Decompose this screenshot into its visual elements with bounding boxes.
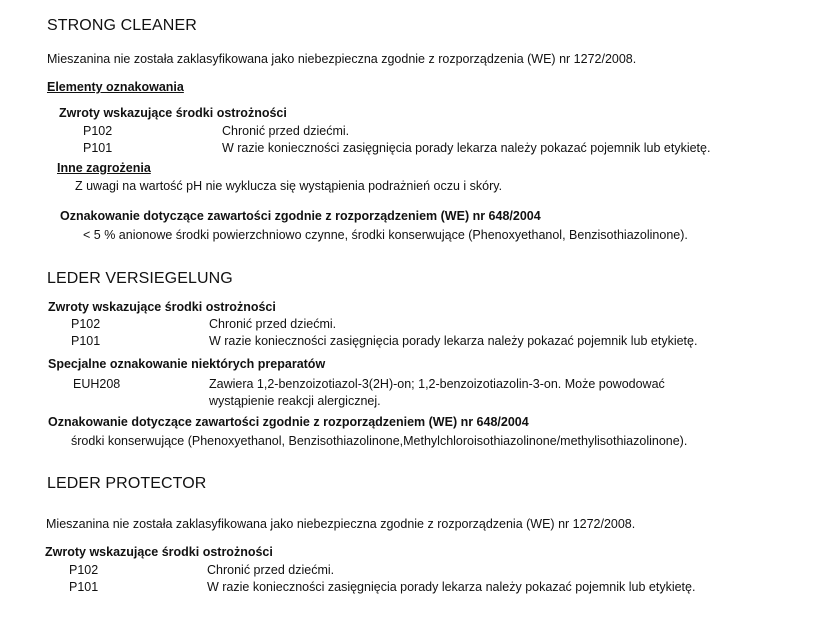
precaution-heading: Zwroty wskazujące środki ostrożności: [48, 300, 276, 314]
precaution-text: W razie konieczności zasięgnięcia porady lekarza należy pokazać pojemnik lub etykietę.: [222, 141, 711, 155]
precaution-text: W razie konieczności zasięgnięcia porady lekarza należy pokazać pojemnik lub etykietę.: [209, 334, 698, 348]
section-title-leder-versiegelung: LEDER VERSIEGELUNG: [47, 270, 233, 287]
precaution-code: P102: [83, 124, 113, 138]
classification-statement: Mieszanina nie została zaklasyfikowana jako niebezpieczna zgodnie z rozporządzenia (WE) nr 1272/2008.: [46, 517, 636, 531]
special-labelling-heading: Specjalne oznakowanie niektórych preparatów: [48, 357, 326, 371]
precaution-text: Chronić przed dziećmi.: [222, 124, 350, 138]
section-title-leder-protector: LEDER PROTECTOR: [47, 475, 207, 492]
classification-statement: Mieszanina nie została zaklasyfikowana jako niebezpieczna zgodnie z rozporządzenia (WE) nr 1272/2008.: [47, 52, 637, 66]
special-labelling-text-continued: wystąpienie reakcji alergicznej.: [209, 394, 381, 408]
contents-labelling-text: < 5 % anionowe środki powierzchniowo czynne, środki konserwujące (Phenoxyethanol, Benzisothiazolinone).: [83, 228, 688, 242]
precaution-heading: Zwroty wskazujące środki ostrożności: [45, 545, 273, 559]
precaution-text: W razie konieczności zasięgnięcia porady lekarza należy pokazać pojemnik lub etykietę.: [207, 580, 696, 594]
special-labelling-code: EUH208: [73, 377, 121, 391]
precaution-code: P101: [71, 334, 101, 348]
precaution-text: Chronić przed dziećmi.: [209, 317, 337, 331]
section-title-strong-cleaner: STRONG CLEANER: [47, 17, 197, 34]
precaution-code: P102: [71, 317, 101, 331]
precaution-code: P101: [69, 580, 99, 594]
contents-labelling-heading: Oznakowanie dotyczące zawartości zgodnie z rozporządzeniem (WE) nr 648/2004: [60, 209, 541, 223]
contents-labelling-text: środki konserwujące (Phenoxyethanol, Benzisothiazolinone,Methylchloroisothiazolinone/methylisothiazolinone).: [71, 434, 688, 448]
other-hazards-text: Z uwagi na wartość pH nie wyklucza się wystąpienia podrażnień oczu i skóry.: [75, 179, 503, 193]
labelling-elements-heading: Elementy oznakowania: [47, 80, 184, 94]
special-labelling-text: Zawiera 1,2-benzoizotiazol-3(2H)-on; 1,2-benzoizotiazolin-3-on. Może powodować: [209, 377, 665, 391]
precaution-code: P102: [69, 563, 99, 577]
other-hazards-heading: Inne zagrożenia: [57, 161, 151, 175]
precaution-code: P101: [83, 141, 113, 155]
contents-labelling-heading: Oznakowanie dotyczące zawartości zgodnie z rozporządzeniem (WE) nr 648/2004: [48, 415, 529, 429]
precaution-heading: Zwroty wskazujące środki ostrożności: [59, 106, 287, 120]
precaution-text: Chronić przed dziećmi.: [207, 563, 335, 577]
